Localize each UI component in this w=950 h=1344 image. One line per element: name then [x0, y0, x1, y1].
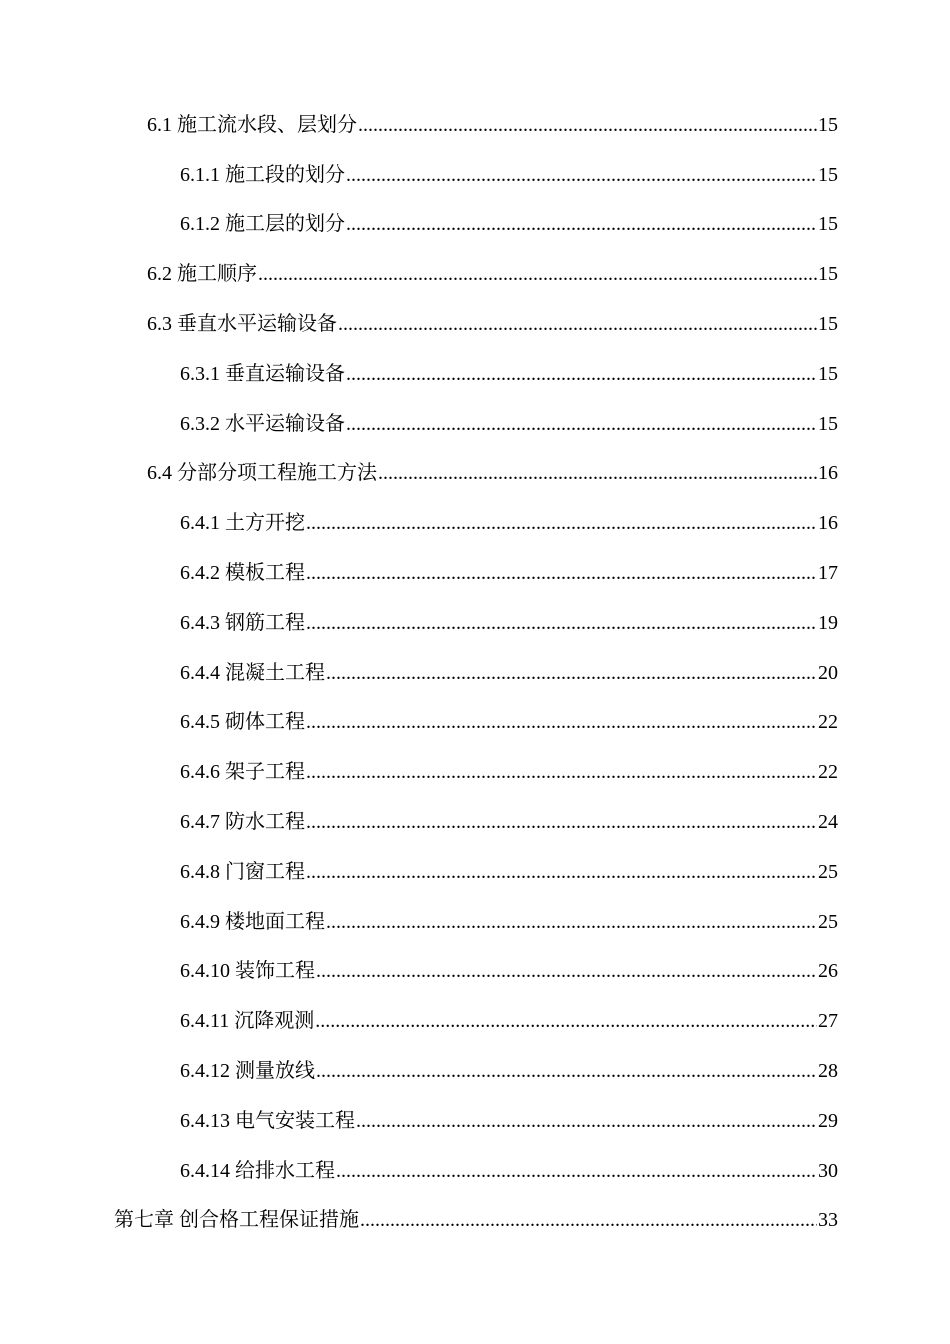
toc-dot-leader	[306, 810, 817, 834]
toc-entry-6-3-2[interactable]	[0, 399, 950, 449]
toc-dot-leader	[258, 262, 817, 286]
toc-dot-leader	[338, 312, 817, 336]
toc-entry-label: 6.4.2 模板工程	[180, 562, 305, 585]
toc-entry-6-4-14[interactable]	[0, 1146, 950, 1196]
toc-dot-leader	[306, 710, 817, 734]
toc-dot-leader	[306, 611, 817, 635]
toc-page-number: 15	[818, 113, 838, 136]
toc-page-number: 28	[818, 1060, 838, 1083]
toc-entry-label: 6.4.11 沉降观测	[180, 1010, 315, 1033]
toc-entry-label: 6.4.5 砌体工程	[180, 711, 305, 734]
toc-page-number: 15	[818, 412, 838, 435]
toc-dot-leader	[378, 461, 817, 485]
toc-page-number: 17	[818, 562, 838, 585]
toc-entry-6-3-1[interactable]	[0, 349, 950, 399]
toc-dot-leader	[336, 1159, 817, 1183]
toc-dot-leader	[315, 1009, 817, 1033]
toc-page-number: 33	[818, 1209, 838, 1232]
toc-entry-label: 6.4 分部分项工程施工方法	[147, 462, 377, 485]
toc-entry-label: 6.1 施工流水段、层划分	[147, 113, 357, 136]
toc-dot-leader	[306, 511, 817, 535]
toc-page-number: 15	[818, 313, 838, 336]
toc-page-number: 25	[818, 860, 838, 883]
toc-entry-6-4-4[interactable]	[0, 648, 950, 698]
toc-dot-leader	[326, 661, 817, 685]
toc-entry-6-1[interactable]	[0, 100, 950, 150]
toc-entry-label: 6.4.7 防水工程	[180, 811, 305, 834]
toc-entry-label: 6.4.10 装饰工程	[180, 960, 315, 983]
toc-entry-6-4-1[interactable]	[0, 498, 950, 548]
toc-page-number: 26	[818, 960, 838, 983]
toc-entry-6-4[interactable]	[0, 449, 950, 499]
toc-entry-label: 6.3.2 水平运输设备	[180, 412, 345, 435]
toc-dot-leader	[306, 561, 817, 585]
toc-entry-label: 6.1.1 施工段的划分	[180, 163, 345, 186]
toc-entry-label: 6.4.8 门窗工程	[180, 860, 305, 883]
toc-page-number: 24	[818, 811, 838, 834]
toc-page-number: 27	[818, 1010, 838, 1033]
toc-page-number: 29	[818, 1109, 838, 1132]
toc-entry-6-4-10[interactable]	[0, 947, 950, 997]
toc-page-number: 25	[818, 910, 838, 933]
toc-entry-label: 6.4.12 测量放线	[180, 1060, 315, 1083]
toc-entry-6-1-2[interactable]	[0, 200, 950, 250]
toc-entry-6-4-6[interactable]	[0, 747, 950, 797]
toc-entry-6-4-12[interactable]	[0, 1046, 950, 1096]
toc-entry-label: 6.3 垂直水平运输设备	[147, 313, 337, 336]
toc-page-number: 30	[818, 1159, 838, 1182]
toc-entry-label: 6.4.1 土方开挖	[180, 512, 305, 535]
toc-entry-6-4-7[interactable]	[0, 797, 950, 847]
toc-entry-6-1-1[interactable]	[0, 150, 950, 200]
toc-entry-6-4-3[interactable]	[0, 598, 950, 648]
toc-dot-leader	[346, 362, 817, 386]
toc-dot-leader	[346, 163, 817, 187]
toc-entry-6-3[interactable]	[0, 299, 950, 349]
toc-page-number: 15	[818, 163, 838, 186]
toc-entry-label: 6.4.13 电气安装工程	[180, 1109, 355, 1132]
toc-entry-6-2[interactable]	[0, 249, 950, 299]
toc-dot-leader	[306, 760, 817, 784]
toc-entry-6-4-9[interactable]	[0, 897, 950, 947]
toc-entry-label: 6.4.14 给排水工程	[180, 1159, 335, 1182]
toc-entry-6-4-8[interactable]	[0, 847, 950, 897]
toc-entry-6-4-11[interactable]	[0, 996, 950, 1046]
toc-entry-6-4-5[interactable]	[0, 698, 950, 748]
toc-entry-label: 6.1.2 施工层的划分	[180, 213, 345, 236]
toc-entry-label: 6.4.4 混凝土工程	[180, 661, 325, 684]
toc-entry-label: 6.4.6 架子工程	[180, 761, 305, 784]
toc-page-number: 15	[818, 362, 838, 385]
toc-entry-label: 6.3.1 垂直运输设备	[180, 362, 345, 385]
toc-dot-leader	[316, 1059, 817, 1083]
toc-page-number: 22	[818, 761, 838, 784]
toc-entry-chapter-7[interactable]	[0, 1196, 950, 1246]
toc-entry-label: 第七章 创合格工程保证措施	[114, 1209, 359, 1232]
toc-dot-leader	[326, 910, 817, 934]
toc-page-number: 16	[818, 512, 838, 535]
toc-entry-label: 6.4.9 楼地面工程	[180, 910, 325, 933]
toc-entry-label: 6.2 施工顺序	[147, 263, 257, 286]
toc-page-number: 22	[818, 711, 838, 734]
toc-dot-leader	[358, 113, 817, 137]
toc-dot-leader	[346, 412, 817, 436]
toc-dot-leader	[346, 212, 817, 236]
toc-entry-6-4-2[interactable]	[0, 548, 950, 598]
toc-page-number: 16	[818, 462, 838, 485]
toc-page-number: 15	[818, 213, 838, 236]
toc-page-number: 19	[818, 611, 838, 634]
toc-entry-6-4-13[interactable]	[0, 1096, 950, 1146]
toc-dot-leader	[306, 860, 817, 884]
toc-dot-leader	[316, 959, 817, 983]
toc-dot-leader	[356, 1109, 817, 1133]
table-of-contents	[0, 100, 950, 1245]
toc-page-number: 15	[818, 263, 838, 286]
toc-entry-label: 6.4.3 钢筋工程	[180, 611, 305, 634]
toc-dot-leader	[360, 1208, 817, 1232]
toc-page-number: 20	[818, 661, 838, 684]
